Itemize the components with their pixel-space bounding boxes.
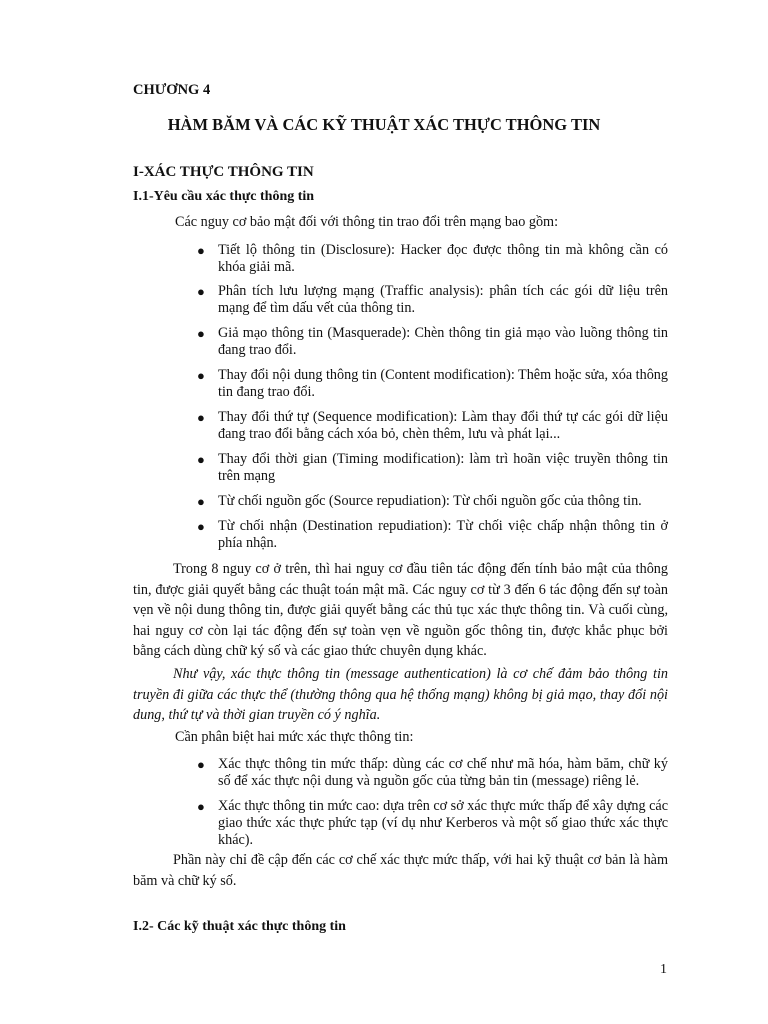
subsection-heading-2: I.2- Các kỹ thuật xác thực thông tin [133,919,346,934]
list-item [175,451,668,485]
bullet-icon: ● [197,799,205,814]
threat-text: Từ chối nguồn gốc (Source repudiation): Từ chối nguồn gốc của thông tin. [218,493,642,509]
list-item [175,518,668,552]
bullet-icon: ● [197,368,205,383]
bullet-icon: ● [197,326,205,341]
list-item [175,283,668,317]
list-item [175,493,668,510]
list-item [175,325,668,359]
list-item [175,409,668,443]
intro-paragraph: Các nguy cơ bảo mật đối với thông tin trao đổi trên mạng bao gồm: [175,214,559,230]
list-item [175,367,668,401]
subsection-heading-1: I.1-Yêu cầu xác thực thông tin [133,189,315,204]
bullet-icon: ● [197,284,205,299]
page-number: 1 [660,962,667,977]
threat-text: Thay đổi nội dung thông tin (Content modification): Thêm hoặc sửa, xóa thông tin đang trao đổi. [218,367,668,400]
threat-text: Phân tích lưu lượng mạng (Traffic analysis): phân tích các gói dữ liệu trên mạng để tìm dấu vết của thông tin. [218,283,668,316]
level-text: Xác thực thông tin mức thấp: dùng các cơ chế như mã hóa, hàm băm, chữ ký số để xác thực nội dung và nguồn gốc của từng bản tin (message) riêng lẻ. [218,756,668,789]
threat-text: Giả mạo thông tin (Masquerade): Chèn thông tin giả mạo vào luồng thông tin đang trao đổi. [218,325,668,358]
bullet-icon: ● [197,243,205,258]
list-item [175,242,668,276]
scope-paragraph: Phần này chỉ đề cập đến các cơ chế xác thực mức thấp, với hai kỹ thuật cơ bản là hàm băm và chữ ký số. [133,852,668,889]
definition-paragraph: Như vậy, xác thực thông tin (message authentication) là cơ chế đảm bảo thông tin truyền đi giữa các thực thể (thường thông qua hệ thống mạng) không bị giả mạo, thay đổi nội dung, thứ tự và thời gian truyền có ý nghĩa. [133,666,668,723]
section-heading: I-XÁC THỰC THÔNG TIN [133,164,314,180]
list-item [175,756,668,790]
summary-paragraph: Trong 8 nguy cơ ở trên, thì hai nguy cơ đầu tiên tác động đến tính bảo mật của thông tin, được giải quyết bằng các thuật toán mật mã. Các nguy cơ từ 3 đến 6 tác động đến sự toàn vẹn về nội dung thông tin, được giải quyết bằng các thủ tục xác thực thông tin. Và cuối cùng, hai nguy cơ còn lại tác động đến sự toàn vẹn về nguồn gốc thông tin, được khắc phục bởi bằng cách dùng chữ ký số và các giao thức chuyên dụng khác. [133,561,668,659]
bullet-icon: ● [197,494,205,509]
levels-intro: Cần phân biệt hai mức xác thực thông tin: [175,729,414,745]
chapter-label: CHƯƠNG 4 [133,82,211,98]
chapter-title: HÀM BĂM VÀ CÁC KỸ THUẬT XÁC THỰC THÔNG TIN [167,115,601,134]
bullet-icon: ● [197,452,205,467]
threat-text: Từ chối nhận (Destination repudiation): Từ chối việc chấp nhận thông tin ở phía nhận. [218,518,668,551]
threat-text: Tiết lộ thông tin (Disclosure): Hacker đọc được thông tin mà không cần có khóa giải mã. [218,242,668,275]
level-text: Xác thực thông tin mức cao: dựa trên cơ sở xác thực mức thấp để xây dựng các giao thức xác thực phức tạp (ví dụ như Kerberos và một số giao thức xác thực khác). [218,798,668,848]
bullet-icon: ● [197,410,205,425]
threat-text: Thay đổi thời gian (Timing modification): làm trì hoãn việc truyền thông tin trên mạng [218,451,668,484]
list-item [175,798,668,849]
bullet-icon: ● [197,519,205,534]
bullet-icon: ● [197,757,205,772]
threat-text: Thay đổi thứ tự (Sequence modification): Làm thay đổi thứ tự các gói dữ liệu đang trao đổi bằng cách xóa bỏ, chèn thêm, lưu và phát lại... [218,409,668,442]
